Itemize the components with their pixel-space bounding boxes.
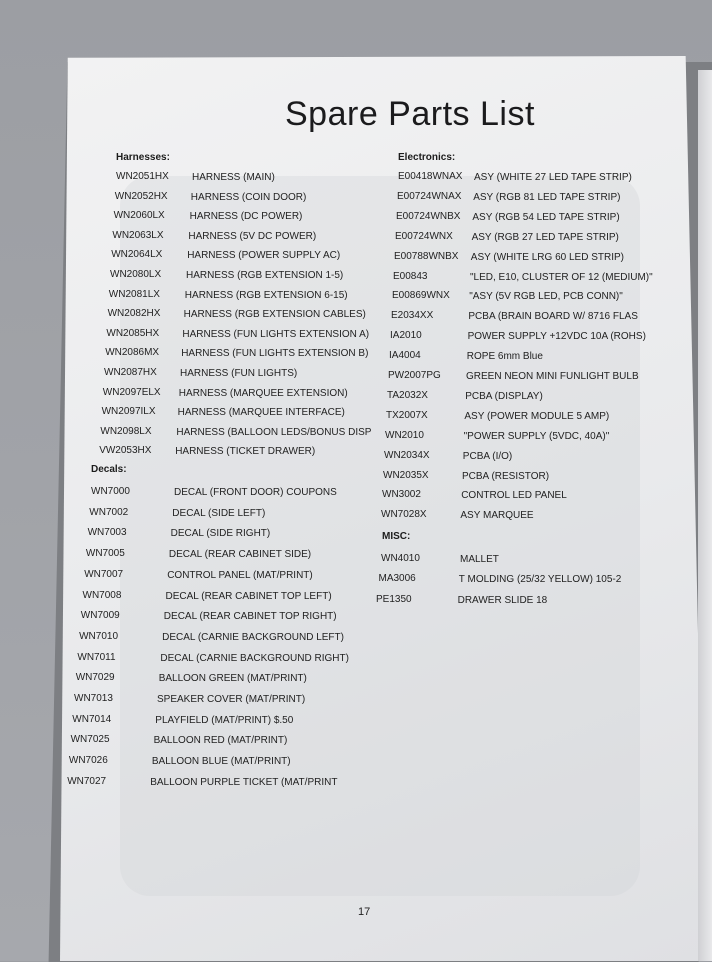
part-description: DECAL (SIDE LEFT) bbox=[172, 507, 266, 519]
part-code: VW2053HX bbox=[99, 445, 152, 457]
part-description: HARNESS (DC POWER) bbox=[189, 211, 303, 223]
part-code: WN7002 bbox=[89, 506, 129, 518]
part-description: HARNESS (BALLOON LEDS/BONUS DISP bbox=[176, 426, 372, 438]
part-code: WN2063LX bbox=[112, 229, 164, 241]
part-code: WN7029 bbox=[75, 672, 115, 684]
part-code: WN7007 bbox=[84, 568, 124, 580]
part-code: WN7013 bbox=[74, 693, 113, 704]
part-description: DECAL (REAR CABINET SIDE) bbox=[168, 549, 312, 561]
part-code: MA3006 bbox=[378, 573, 416, 585]
part-code: WN2052HX bbox=[114, 190, 168, 202]
part-code: WN7028X bbox=[381, 509, 427, 521]
part-description: PCBA (DISPLAY) bbox=[465, 390, 543, 402]
part-code: WN2086MX bbox=[105, 347, 160, 359]
part-description: HARNESS (MARQUEE EXTENSION) bbox=[178, 387, 348, 399]
part-description: HARNESS (5V DC POWER) bbox=[188, 230, 317, 242]
part-code: TA2032X bbox=[387, 389, 428, 401]
part-code: E00418WNAX bbox=[398, 171, 463, 182]
section-heading-misc: MISC: bbox=[382, 531, 411, 542]
part-code: WN2034X bbox=[384, 449, 430, 461]
part-description: HARNESS (RGB EXTENSION CABLES) bbox=[183, 309, 366, 321]
part-code: E00724WNX bbox=[395, 230, 453, 242]
part-description: CONTROL LED PANEL bbox=[461, 490, 567, 502]
part-code: E00869WNX bbox=[392, 290, 450, 302]
part-description: POWER SUPPLY +12VDC 10A (ROHS) bbox=[467, 331, 646, 343]
section-heading-electronics: Electronics: bbox=[398, 152, 456, 163]
part-description: T MOLDING (25/32 YELLOW) 105-2 bbox=[458, 574, 622, 586]
part-code: WN2098LX bbox=[100, 425, 152, 437]
part-description: "LED, E10, CLUSTER OF 12 (MEDIUM)" bbox=[470, 271, 653, 283]
part-description: HARNESS (RGB EXTENSION 6-15) bbox=[184, 289, 348, 301]
part-description: ASY (WHITE 27 LED TAPE STRIP) bbox=[474, 172, 632, 183]
part-code: WN7005 bbox=[85, 548, 125, 560]
part-code: WN2010 bbox=[385, 429, 424, 441]
part-description: PCBA (RESISTOR) bbox=[462, 470, 550, 482]
part-code: IA2010 bbox=[390, 330, 422, 342]
part-code: WN7027 bbox=[67, 775, 107, 787]
part-code: E00724WNAX bbox=[397, 190, 462, 202]
part-code: WN2035X bbox=[383, 469, 429, 481]
part-description: BALLOON RED (MAT/PRINT) bbox=[153, 735, 288, 747]
part-description: HARNESS (TICKET DRAWER) bbox=[175, 446, 316, 458]
part-code: WN2051HX bbox=[116, 171, 169, 182]
part-description: DECAL (REAR CABINET TOP LEFT) bbox=[165, 590, 332, 602]
part-description: DECAL (CARNIE BACKGROUND LEFT) bbox=[162, 631, 344, 643]
section-heading-harnesses: Harnesses: bbox=[116, 152, 170, 163]
part-description: BALLOON PURPLE TICKET (MAT/PRINT bbox=[150, 776, 338, 788]
part-description: HARNESS (FUN LIGHTS) bbox=[180, 368, 298, 379]
section-heading-decals: Decals: bbox=[91, 464, 127, 475]
part-description: HARNESS (FUN LIGHTS EXTENSION A) bbox=[182, 328, 370, 340]
part-code: PW2007PG bbox=[388, 370, 441, 381]
part-description: PLAYFIELD (MAT/PRINT) $.50 bbox=[155, 714, 294, 726]
part-code: WN7003 bbox=[87, 527, 127, 539]
part-code: WN2060LX bbox=[113, 210, 165, 222]
part-description: HARNESS (MAIN) bbox=[192, 172, 275, 183]
part-code: E00843 bbox=[393, 270, 428, 282]
part-code: WN2064LX bbox=[111, 249, 163, 261]
part-code: WN7014 bbox=[72, 713, 112, 725]
page-title: Spare Parts List bbox=[285, 95, 535, 133]
part-description: DECAL (REAR CABINET TOP RIGHT) bbox=[163, 611, 337, 623]
part-description: BALLOON BLUE (MAT/PRINT) bbox=[151, 756, 291, 768]
part-description: ASY MARQUEE bbox=[460, 510, 534, 522]
part-code: E00788WNBX bbox=[394, 250, 459, 262]
part-description: DECAL (FRONT DOOR) COUPONS bbox=[174, 487, 337, 498]
part-description: PCBA (I/O) bbox=[462, 450, 513, 462]
part-description: ASY (RGB 81 LED TAPE STRIP) bbox=[473, 191, 621, 203]
part-code: WN2082HX bbox=[107, 308, 161, 320]
part-description: ASY (RGB 27 LED TAPE STRIP) bbox=[471, 231, 619, 243]
part-code: WN7025 bbox=[70, 734, 110, 746]
part-description: HARNESS (POWER SUPPLY AC) bbox=[187, 250, 341, 262]
part-description: GREEN NEON MINI FUNLIGHT BULB bbox=[466, 371, 639, 382]
part-code: WN2097ILX bbox=[101, 406, 156, 418]
part-description: "POWER SUPPLY (5VDC, 40A)" bbox=[463, 430, 610, 442]
part-code: E2034XX bbox=[391, 310, 434, 322]
part-description: CONTROL PANEL (MAT/PRINT) bbox=[167, 569, 313, 581]
part-code: WN7011 bbox=[77, 651, 116, 663]
part-code: WN2087HX bbox=[104, 367, 157, 378]
part-code: WN7009 bbox=[80, 610, 120, 622]
part-code: WN3002 bbox=[382, 489, 421, 501]
part-description: PCBA (BRAIN BOARD W/ 8716 FLAS bbox=[468, 311, 638, 323]
part-description: ASY (RGB 54 LED TAPE STRIP) bbox=[472, 211, 620, 223]
part-description: ASY (POWER MODULE 5 AMP) bbox=[464, 410, 610, 422]
part-description: HARNESS (RGB EXTENSION 1-5) bbox=[186, 270, 344, 281]
page-number: 17 bbox=[358, 906, 371, 918]
part-description: HARNESS (FUN LIGHTS EXTENSION B) bbox=[181, 348, 369, 360]
part-code: WN7010 bbox=[79, 630, 118, 642]
part-code: WN4010 bbox=[381, 553, 420, 564]
part-code: E00724WNBX bbox=[396, 210, 461, 222]
part-description: ASY (WHITE LRG 60 LED STRIP) bbox=[470, 251, 624, 263]
page-edge bbox=[698, 70, 712, 961]
part-code: PE1350 bbox=[376, 593, 412, 605]
part-code: WN7008 bbox=[82, 589, 122, 601]
part-code: WN2097ELX bbox=[102, 386, 161, 398]
part-code: WN7026 bbox=[68, 755, 108, 767]
part-description: HARNESS (MARQUEE INTERFACE) bbox=[177, 407, 345, 419]
part-code: TX2007X bbox=[386, 409, 428, 421]
part-description: DECAL (SIDE RIGHT) bbox=[170, 528, 271, 540]
part-code: WN2080LX bbox=[110, 269, 162, 280]
part-description: "ASY (5V RGB LED, PCB CONN)" bbox=[469, 291, 623, 303]
part-description: DECAL (CARNIE BACKGROUND RIGHT) bbox=[160, 652, 349, 664]
part-code: IA4004 bbox=[389, 350, 421, 362]
part-description: MALLET bbox=[460, 554, 499, 565]
part-code: WN2085HX bbox=[106, 327, 160, 339]
part-description: ROPE 6mm Blue bbox=[466, 351, 543, 363]
part-code: WN2081LX bbox=[108, 288, 160, 300]
part-description: SPEAKER COVER (MAT/PRINT) bbox=[157, 694, 306, 705]
part-description: BALLOON GREEN (MAT/PRINT) bbox=[158, 673, 307, 685]
part-description: DRAWER SLIDE 18 bbox=[457, 594, 548, 606]
part-code: WN7000 bbox=[91, 486, 130, 497]
part-description: HARNESS (COIN DOOR) bbox=[190, 191, 307, 203]
